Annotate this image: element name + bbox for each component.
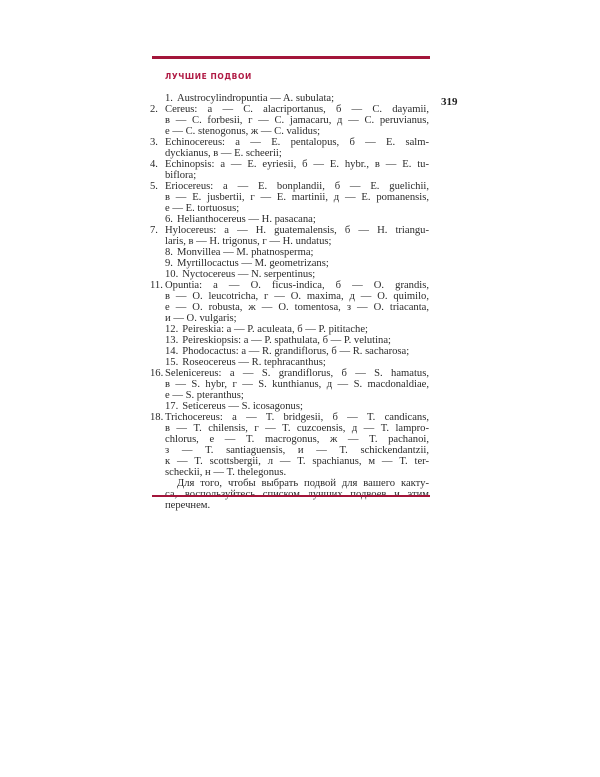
list-line [150, 335, 429, 346]
item-number: 1. [165, 93, 173, 104]
line-text: Cereus: а — C. alacriportanus, б — C. dayamii, [165, 104, 429, 115]
line-text: в — C. forbesii, г — C. jamacaru, д — C. peruvianus, [165, 115, 429, 126]
line-text: Peireskia: а — P. aculeata, б — P. pititache; [182, 324, 368, 335]
item-number: 18. [150, 412, 164, 423]
line-content [165, 500, 429, 511]
line-content [165, 313, 429, 324]
item-number: 16. [150, 368, 164, 379]
line-content [165, 214, 429, 225]
item-number: 4. [150, 159, 158, 170]
line-text: Eriocereus: а — E. bonplandii, б — E. guelichii, [165, 181, 429, 192]
item-number: 3. [150, 137, 158, 148]
list-line [150, 434, 429, 445]
list-line [150, 203, 429, 214]
item-number: 9. [165, 258, 173, 269]
list-line [150, 390, 429, 401]
line-content [165, 412, 429, 423]
list-line [150, 104, 429, 115]
line-content [165, 302, 429, 313]
list-line [150, 269, 429, 280]
line-text: dyckianus, в — E. scheerii; [165, 148, 282, 159]
line-content [165, 434, 429, 445]
page-number: 319 [441, 96, 458, 108]
line-content [165, 258, 429, 269]
line-content [165, 203, 429, 214]
running-head: ЛУЧШИЕ ПОДВОИ [165, 72, 252, 81]
list-line [150, 467, 429, 478]
bottom-rule [152, 495, 430, 497]
line-text: Nyctocereus — N. serpentinus; [182, 269, 316, 280]
list-line [150, 159, 429, 170]
list-line [150, 148, 429, 159]
line-content [165, 445, 429, 456]
item-number: 2. [150, 104, 158, 115]
line-text: Opuntia: а — O. ficus-indica, б — O. grandis, [165, 280, 429, 291]
line-text: Для того, чтобы выбрать подвой для вашего какту- [177, 478, 429, 489]
line-content [165, 236, 429, 247]
item-number: 13. [165, 335, 179, 346]
line-content [165, 478, 429, 489]
rootstock-list [150, 93, 429, 511]
line-text: в — E. jusbertii, г — E. martinii, д — E. pomanensis, [165, 192, 429, 203]
item-number: 7. [150, 225, 158, 236]
line-text: biflora; [165, 170, 197, 181]
item-number: 14. [165, 346, 179, 357]
line-text: Roseocereus — R. tephracanthus; [182, 357, 326, 368]
line-text: перечнем. [165, 500, 211, 511]
line-content [165, 93, 429, 104]
line-text: е — O. robusta, ж — O. tomentosa, з — O. triacanta, [165, 302, 429, 313]
line-text: Hylocereus: а — H. guatemalensis, б — H. triangu- [165, 225, 429, 236]
item-number: 10. [165, 269, 179, 280]
item-number: 17. [165, 401, 179, 412]
list-line [150, 368, 429, 379]
list-line [150, 236, 429, 247]
line-content [165, 170, 429, 181]
line-text: в — O. leucotricha, г — O. maxima, д — O. quimilo, [165, 291, 429, 302]
item-number: 6. [165, 214, 173, 225]
line-text: Echinocereus: а — E. pentalopus, б — E. salm- [165, 137, 429, 148]
list-line [150, 225, 429, 236]
line-text: е — C. stenogonus, ж — C. validus; [165, 126, 321, 137]
line-content [165, 324, 429, 335]
line-text: Myrtillocactus — M. geometrizans; [176, 258, 329, 269]
list-line [150, 170, 429, 181]
line-text: Peireskiopsis: а — P. spathulata, б — P. velutina; [182, 335, 391, 346]
list-line [150, 258, 429, 269]
item-number: 11. [150, 280, 163, 291]
line-content [165, 456, 429, 467]
line-text: chlorus, е — T. macrogonus, ж — T. pachanoi, [165, 434, 429, 445]
line-content [165, 423, 429, 434]
line-content [165, 467, 429, 478]
list-line [150, 500, 429, 511]
line-text: е — S. pteranthus; [165, 390, 244, 401]
line-content [165, 401, 429, 412]
line-content [165, 247, 429, 258]
line-content [165, 368, 429, 379]
line-content [165, 126, 429, 137]
line-text: Echinopsis: а — E. eyriesii, б — E. hybr., в — E. tu- [165, 159, 429, 170]
line-content [165, 148, 429, 159]
line-content [165, 357, 429, 368]
line-text: laris, в — H. trigonus, г — H. undatus; [165, 236, 332, 247]
list-line [150, 324, 429, 335]
line-content [165, 346, 429, 357]
line-content [165, 280, 429, 291]
line-text: Austrocylindropuntia — A. subulata; [176, 93, 335, 104]
line-text: к — T. scottsbergii, л — T. spachianus, м — T. ter- [165, 456, 429, 467]
line-content [165, 291, 429, 302]
item-number: 5. [150, 181, 158, 192]
list-line [150, 357, 429, 368]
line-text: з — T. santiaguensis, и — T. schickendantzii, [165, 445, 429, 456]
list-line [150, 181, 429, 192]
item-number: 8. [165, 247, 173, 258]
line-text: е — E. tortuosus; [165, 203, 240, 214]
line-text: и — O. vulgaris; [165, 313, 237, 324]
list-line [150, 93, 429, 104]
line-content [165, 181, 429, 192]
line-content [165, 159, 429, 170]
list-line [150, 247, 429, 258]
list-line [150, 302, 429, 313]
line-content [165, 104, 429, 115]
line-text: Phodocactus: а — R. grandiflorus, б — R. sacharosa; [182, 346, 410, 357]
list-line [150, 346, 429, 357]
line-content [165, 115, 429, 126]
list-line [150, 115, 429, 126]
line-content [165, 379, 429, 390]
line-text: scheckii, н — T. thelegonus. [165, 467, 287, 478]
line-text: Monvillea — M. phatnosperma; [176, 247, 314, 258]
line-content [165, 225, 429, 236]
list-line [150, 313, 429, 324]
list-line [150, 412, 429, 423]
list-line [150, 456, 429, 467]
list-line [150, 214, 429, 225]
line-text: Helianthocereus — H. pasacana; [176, 214, 316, 225]
list-line [150, 280, 429, 291]
list-line [150, 291, 429, 302]
list-line [150, 379, 429, 390]
line-content [165, 390, 429, 401]
line-content [165, 192, 429, 203]
list-line [150, 192, 429, 203]
paragraph-line [150, 478, 429, 489]
item-number: 15. [165, 357, 179, 368]
line-text: Selenicereus: а — S. grandiflorus, б — S. hamatus, [165, 368, 429, 379]
list-line [150, 126, 429, 137]
line-content [165, 137, 429, 148]
line-text: в — T. chilensis, г — T. cuzcoensis, д — T. lampro- [165, 423, 429, 434]
line-text: Trichocereus: а — T. bridgesii, б — T. candicans, [165, 412, 429, 423]
top-rule [152, 56, 430, 59]
line-content [165, 269, 429, 280]
list-line [150, 137, 429, 148]
line-text: в — S. hybr, г — S. kunthianus, д — S. macdonaldiae, [165, 379, 429, 390]
list-line [150, 401, 429, 412]
list-line [150, 423, 429, 434]
list-line [150, 445, 429, 456]
item-number: 12. [165, 324, 179, 335]
line-content [165, 335, 429, 346]
line-text: Seticereus — S. icosagonus; [182, 401, 303, 412]
